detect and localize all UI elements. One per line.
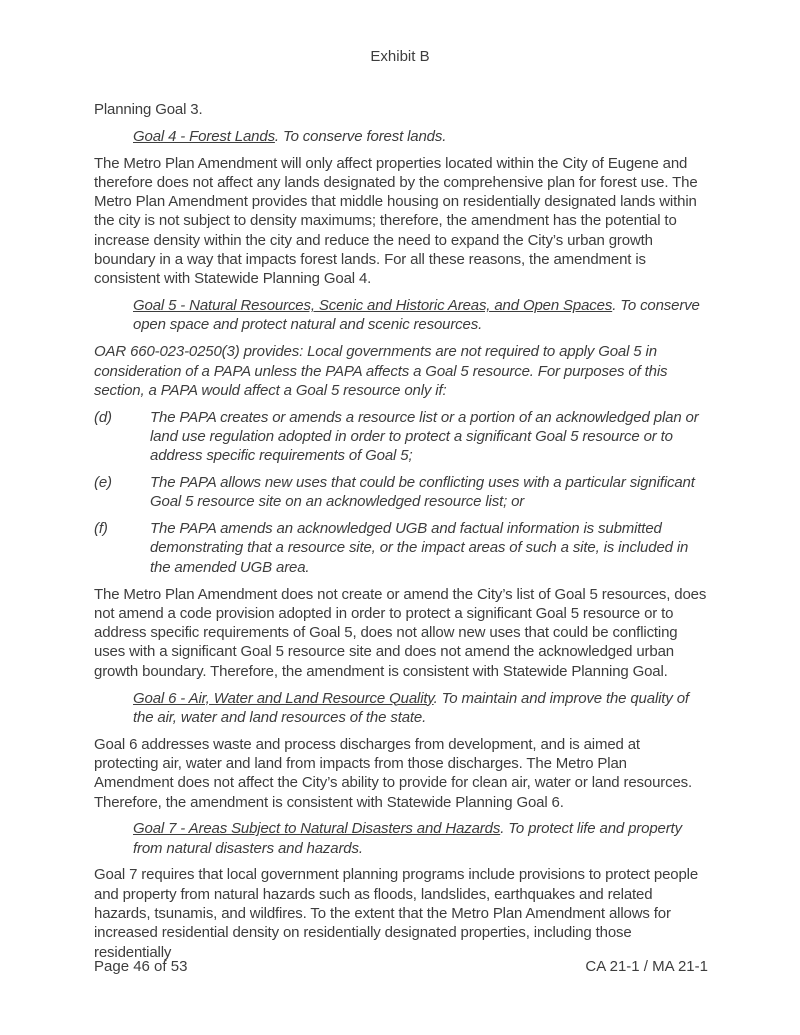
paragraph-goal-4-finding: The Metro Plan Amendment will only affect properties located within the City of Eugene and therefore does not affect any lands designated by the comprehensive plan for forest use. The Metro Plan Amendment provides that middle housing on residentially designated lands within the city is not subject to density maximums; therefore, the amendment has the potential to increase density within the city and reduce the need to expand the City’s urban growth boundary in a way that impacts forest lands. For all these reasons, the amendment is consistent with Statewide Planning Goal 4. (94, 154, 698, 288)
list-text-d: The PAPA creates or amends a resource list or a portion of an acknowledged plan or land use regulation adopted in order to protect a significant Goal 5 resource or to address specific requirements of Goal 5; (150, 408, 699, 465)
list-marker-d: (d) (94, 408, 112, 426)
case-number: CA 21-1 / MA 21-1 (585, 958, 708, 975)
goal-4-description: . To conserve forest lands. (274, 127, 447, 145)
document-body (94, 100, 707, 969)
paragraph-goal-5-finding: The Metro Plan Amendment does not create or amend the City’s list of Goal 5 resources, does not amend a code provision adopted in order to protect a significant Goal 5 resource or to address specific requirements of Goal 5, does not allow new uses that could be conflicting uses with a significant Goal 5 resource site and does not amend the acknowledged urban growth boundary. Therefore, the amendment is consistent with Statewide Planning Goal. (94, 585, 707, 680)
goal-7-heading (133, 819, 707, 858)
list-marker-e: (e) (94, 474, 112, 492)
list-item-d (94, 408, 707, 466)
goal-6-heading (133, 689, 707, 728)
goal-5-description: . To conserve open space and protect natural and scenic resources. (133, 297, 700, 334)
list-text-e: The PAPA allows new uses that could be conflicting uses with a particular significant Goal 5 resource site on an acknowledged resource list; or (150, 474, 695, 511)
goal-6-description: . To maintain and improve the quality of the air, water and land resources of the state. (133, 689, 689, 726)
page-number: Page 46 of 53 (94, 958, 188, 975)
list-marker-f: (f) (94, 520, 108, 538)
exhibit-header: Exhibit B (370, 48, 430, 65)
goal-7-description: . To protect life and property from natural disasters and hazards. (133, 820, 682, 857)
footer (94, 958, 708, 975)
list-item-e (94, 473, 707, 512)
paragraph-oar-citation: OAR 660-023-0250(3) provides: Local governments are not required to apply Goal 5 in consideration of a PAPA unless the PAPA affects a Goal 5 resource. For purposes of this section, a PAPA would affect a Goal 5 resource only if: (94, 343, 668, 399)
goal-5-title: Goal 5 - Natural Resources, Scenic and Historic Areas, and Open Spaces (133, 297, 613, 315)
paragraph-planning-goal-3: Planning Goal 3. (94, 101, 203, 118)
paragraph-goal-7-finding: Goal 7 requires that local government planning programs include provisions to protect people and property from natural hazards such as floods, landslides, earthquakes and related hazards, tsunamis, and wildfires. To the extent that the Metro Plan Amendment allows for increased residential density on residentially designated properties, including those residentially (94, 866, 699, 961)
list-item-f (94, 519, 707, 577)
goal-7-title: Goal 7 - Areas Subject to Natural Disasters and Hazards (133, 820, 501, 838)
goal-5-heading (133, 296, 707, 335)
goal-6-title: Goal 6 - Air, Water and Land Resource Quality (133, 689, 434, 707)
list-text-f: The PAPA amends an acknowledged UGB and factual information is submitted demonstrating that a resource site, or the impact areas of such a site, is included in the amended UGB area. (150, 520, 689, 576)
goal-4-title: Goal 4 - Forest Lands (133, 127, 275, 145)
goal-4-heading (133, 127, 707, 146)
paragraph-goal-6-finding: Goal 6 addresses waste and process discharges from development, and is aimed at protecting air, water and land from impacts from those discharges. The Metro Plan Amendment does not affect the City’s ability to provide for clean air, water or land resources. Therefore, the amendment is consistent with Statewide Planning Goal 6. (94, 735, 693, 811)
